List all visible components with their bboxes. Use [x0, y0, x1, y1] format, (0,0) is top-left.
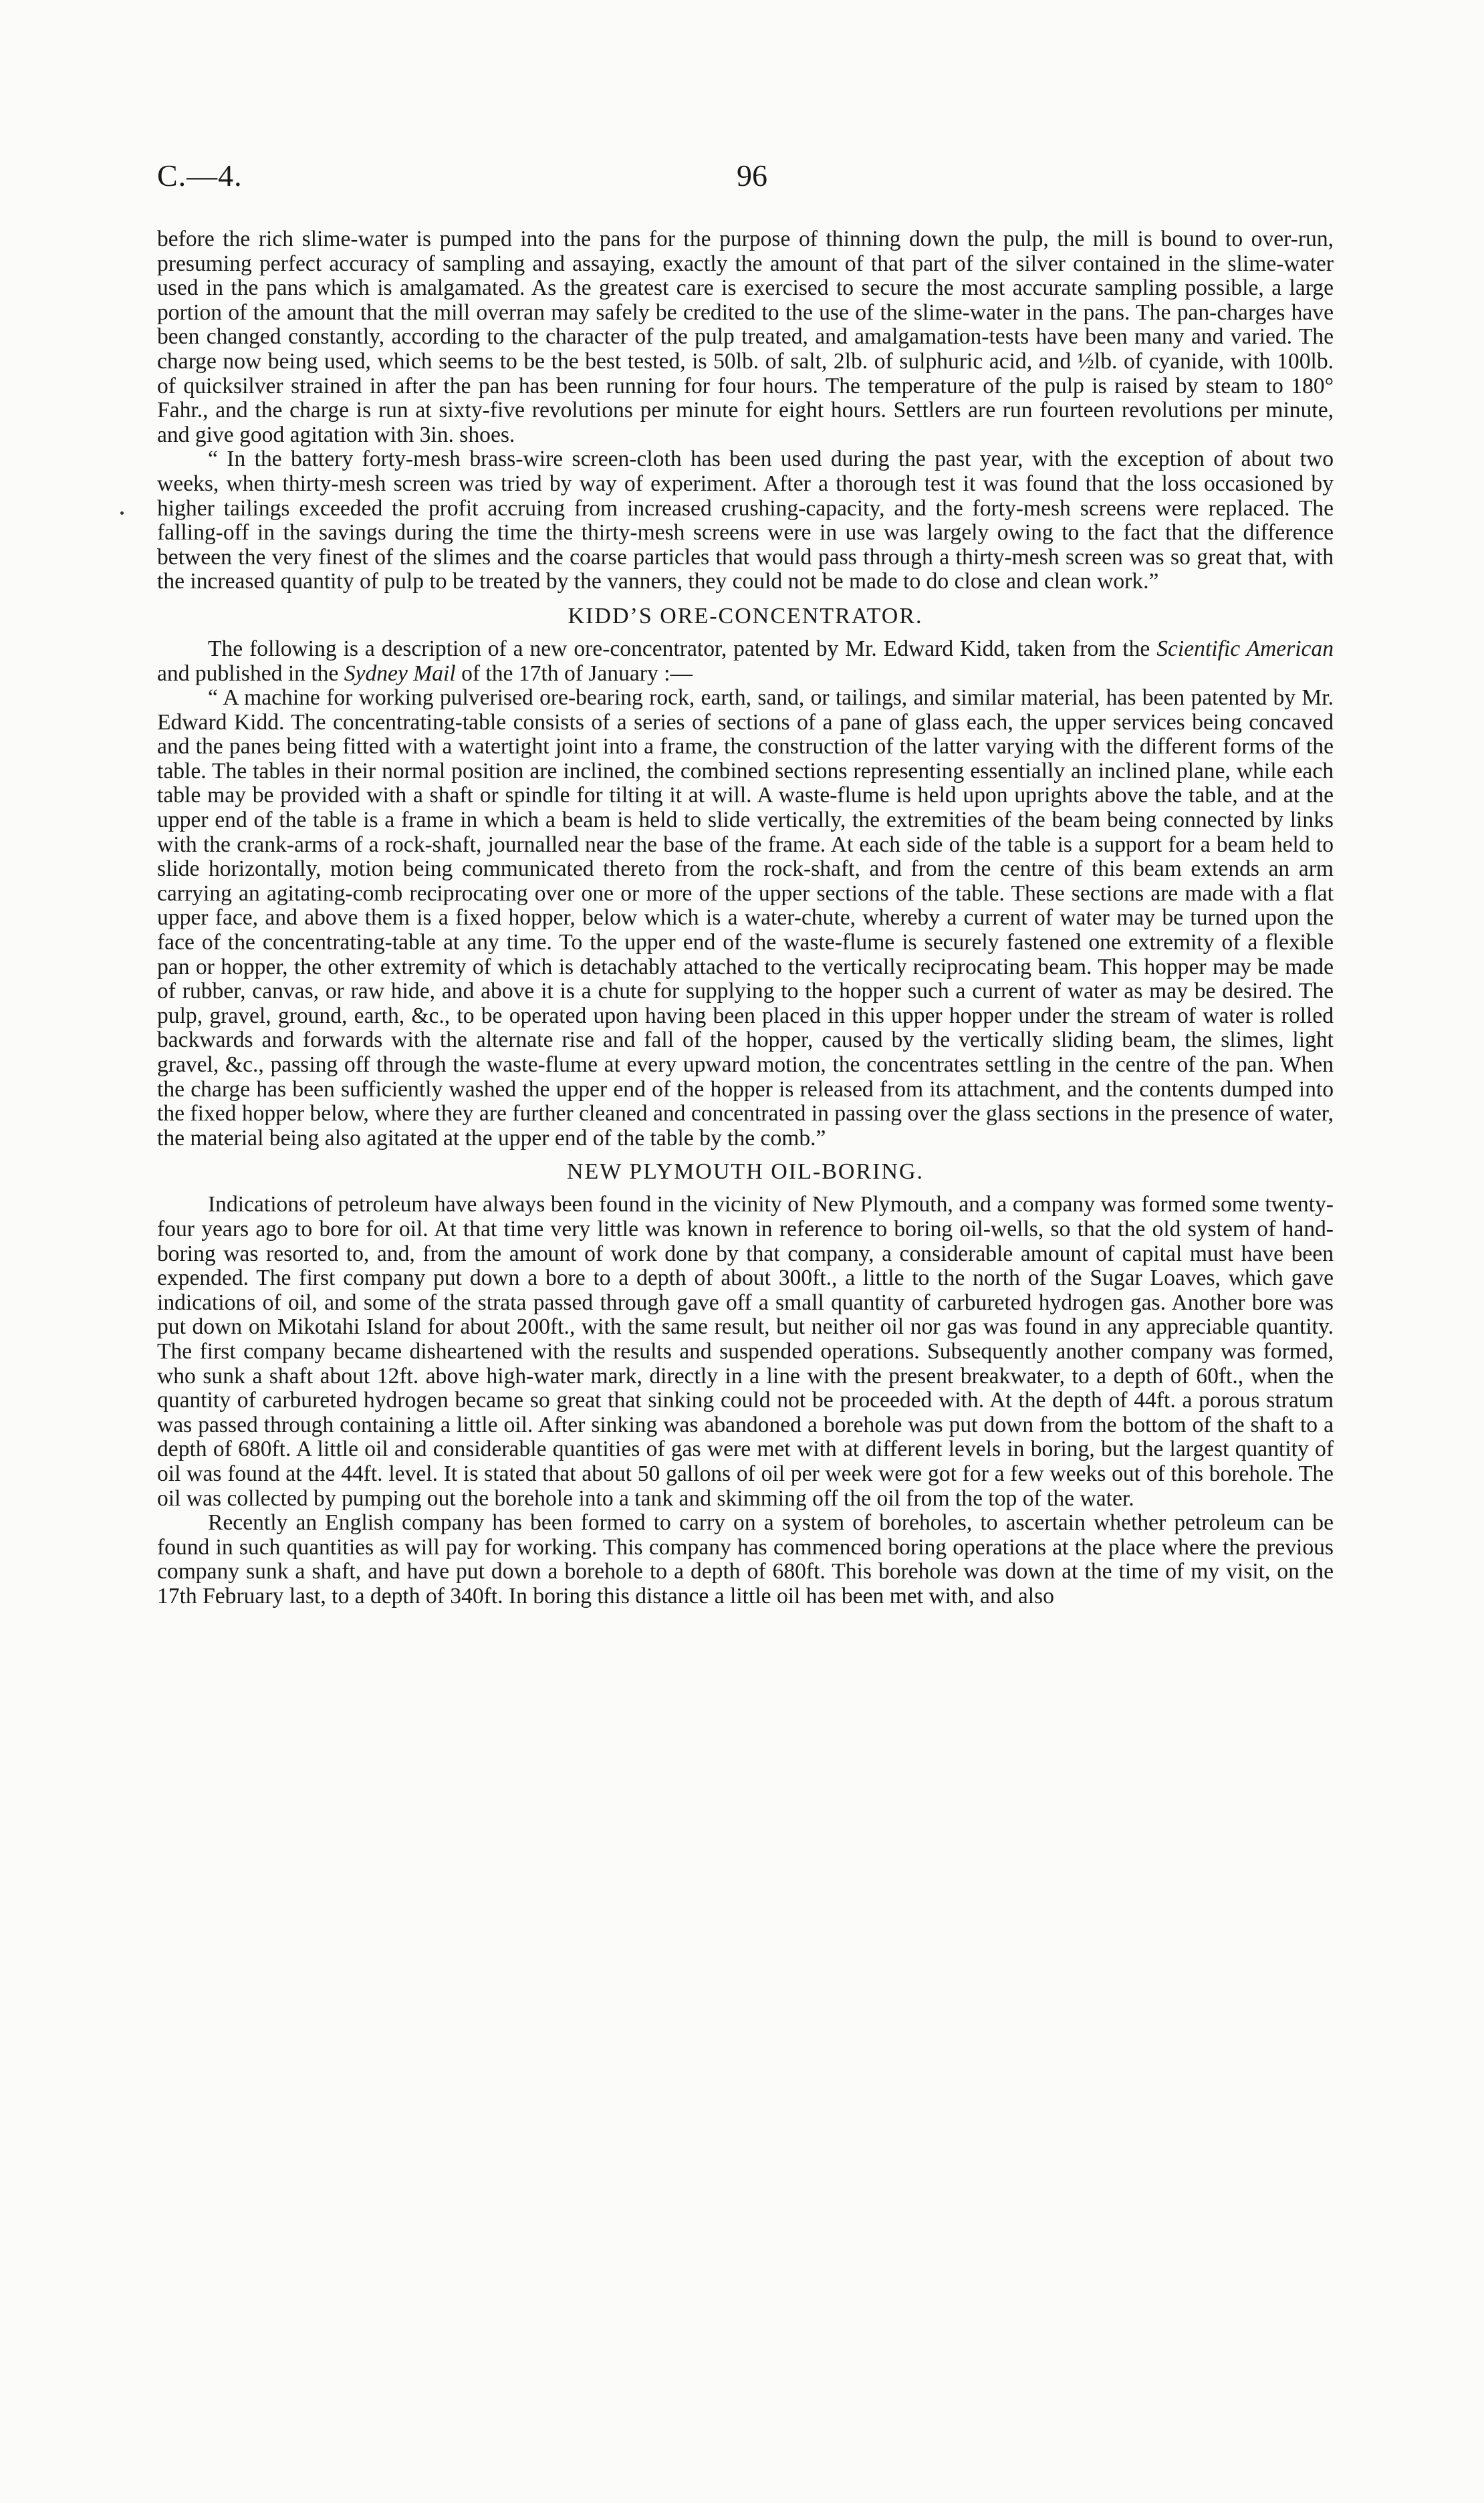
paragraph-oil-history: Indications of petroleum have always been found in the vicinity of New Plymouth, and a company was formed some twenty-four years ago to bore for oil. At that time very little was known in reference to boring oil-wells, so that the old system of hand-boring was resorted to, and, from the amount of work done by that company, a considerable amount of capital must have been expended. The first company put down a bore to a depth of about 300ft., a little to the north of the Sugar Loaves, which gave indications of oil, and some of the strata passed through gave off a small quantity of carbureted hydrogen gas. Another bore was put down on Mikotahi Island for about 200ft., with the same result, but neither oil nor gas was found in any appreciable quantity. The first company became disheartened with the results and suspended operations. Subsequently another company was formed, who sunk a shaft about 12ft. above high-water mark, directly in a line with the present breakwater, to a depth of 60ft., when the quantity of carbureted hydrogen became so great that sinking could not be proceeded with. At the depth of 44ft. a porous stratum was passed through containing a little oil. After sinking was abandoned a borehole was put down from the bottom of the shaft to a depth of 680ft. A little oil and considerable quantities of gas were met with at different levels in boring, but the largest quantity of oil was found at the 44ft. level. It is stated that about 50 gallons of oil per week were got for a few weeks out of this borehole. The oil was collected by pumping out the borehole into a tank and skimming off the oil from the top of the water. — [157, 1192, 1334, 1511]
intro-text: The following is a description of a new ore-concentrator, patented by Mr. Edward Kidd, taken from the — [208, 636, 1157, 661]
section-heading-oil: NEW PLYMOUTH OIL-BORING. — [566, 1159, 924, 1185]
paragraph-kidd-quote: “ A machine for working pulverised ore-bearing rock, earth, sand, or tailings, and similar material, has been patented by Mr. Edward Kidd. The concentrating-table consists of a series of sections of a pane of glass each, the upper services being concaved and the panes being fitted with a watertight joint into a frame, the construction of the latter varying with the different forms of the table. The tables in their normal position are inclined, the combined sections representing essentially an inclined plane, while each table may be provided with a shaft or spindle for tilting it at will. A waste-flume is held upon uprights above the table, and at the upper end of the table is a frame in which a beam is held to slide vertically, the extremities of the beam being connected by links with the crank-arms of a rock-shaft, journalled near the base of the frame. At each side of the table is a support for a beam held to slide horizontally, motion being communicated thereto from the rock-shaft, and from the centre of this beam extends an arm carrying an agitating-comb reciprocating over one or more of the upper sections of the table. These sections are made with a flat upper face, and above them is a fixed hopper, below which is a water-chute, whereby a current of water may be turned upon the face of the concentrating-table at any time. To the upper end of the waste-flume is securely fastened one extremity of a flexible pan or hopper, the other extremity of which is detachably attached to the vertically reciprocating beam. This hopper may be made of rubber, canvas, or raw hide, and above it is a chute for supplying to the hopper such a current of water as may be desired. The pulp, gravel, ground, earth, &c., to be operated upon having been placed in this upper hopper under the stream of water is rolled backwards and forwards with the alternate rise and fall of the hopper, caused by the vertically sliding beam, the slimes, light gravel, &c., passing off through the waste-flume at every upward motion, the concentrates settling in the centre of the pan. When the charge has been sufficiently washed the upper end of the hopper is released from its attachment, and the contents dumped into the fixed hopper below, where they are further cleaned and concentrated in passing over the glass sections in the presence of water, the material being also agitated at the upper end of the table by the comb.” — [157, 685, 1334, 1151]
paragraph-oil-recent: Recently an English company has been formed to carry on a system of boreholes, to ascertain whether petroleum can be found in such quantities as will pay for working. This company has commenced boring operations at the place where the previous company sunk a shaft, and have put down a borehole to a depth of 680ft. This borehole was down at the time of my visit, on the 17th February last, to a depth of 340ft. In boring this distance a little oil has been met with, and also — [157, 1510, 1334, 1608]
intro-text: of the 17th of January :— — [455, 661, 693, 686]
paragraph-screen-cloth: “ In the battery forty-mesh brass-wire screen-cloth has been used during the past year, with the exception of about two weeks, when thirty-mesh screen was tried by way of experiment. After a thorough test it was found that the loss occasioned by higher tailings exceeded the profit accruing from increased crushing-capacity, and the forty-mesh screens were replaced. The falling-off in the savings during the time the thirty-mesh screens were in use was largely owing to the fact that the difference between the very finest of the slimes and the coarse particles that would pass through a thirty-mesh screen was so great that, with the increased quantity of pulp to be treated by the vanners, they could not be made to do close and clean work.” — [157, 447, 1334, 594]
section-heading-kidd: KIDD’S ORE-CONCENTRATOR. — [568, 603, 923, 628]
publication-title: Scientific American — [1156, 636, 1334, 661]
publication-title: Sydney Mail — [344, 661, 456, 686]
document-reference: C.—4. — [157, 158, 243, 193]
margin-mark — [120, 511, 124, 515]
paragraph-kidd-intro — [157, 637, 1334, 686]
paragraph-continued: before the rich slime-water is pumped into the pans for the purpose of thinning down the pulp, the mill is bound to over-run, presuming perfect accuracy of sampling and assaying, exactly the amount of that part of the silver contained in the slime-water used in the pans which is amalgamated. As the greatest care is exercised to secure the most accurate sampling possible, a large portion of the amount that the mill overran may safely be credited to the use of the slime-water in the pans. The pan-charges have been changed constantly, according to the character of the pulp treated, and amalgamation-tests have been many and varied. The charge now being used, which seems to be the best tested, is 50lb. of salt, 2lb. of sulphuric acid, and ½lb. of cyanide, with 100lb. of quicksilver strained in after the pan has been running for four hours. The temperature of the pulp is raised by steam to 180° Fahr., and the charge is run at sixty-five revolutions per minute for eight hours. Settlers are run fourteen revolutions per minute, and give good agitation with 3in. shoes. — [157, 227, 1334, 447]
page-number: 96 — [737, 158, 767, 193]
intro-text: and published in the — [157, 661, 344, 686]
page-header — [157, 158, 1334, 205]
page-body — [157, 227, 1334, 1608]
